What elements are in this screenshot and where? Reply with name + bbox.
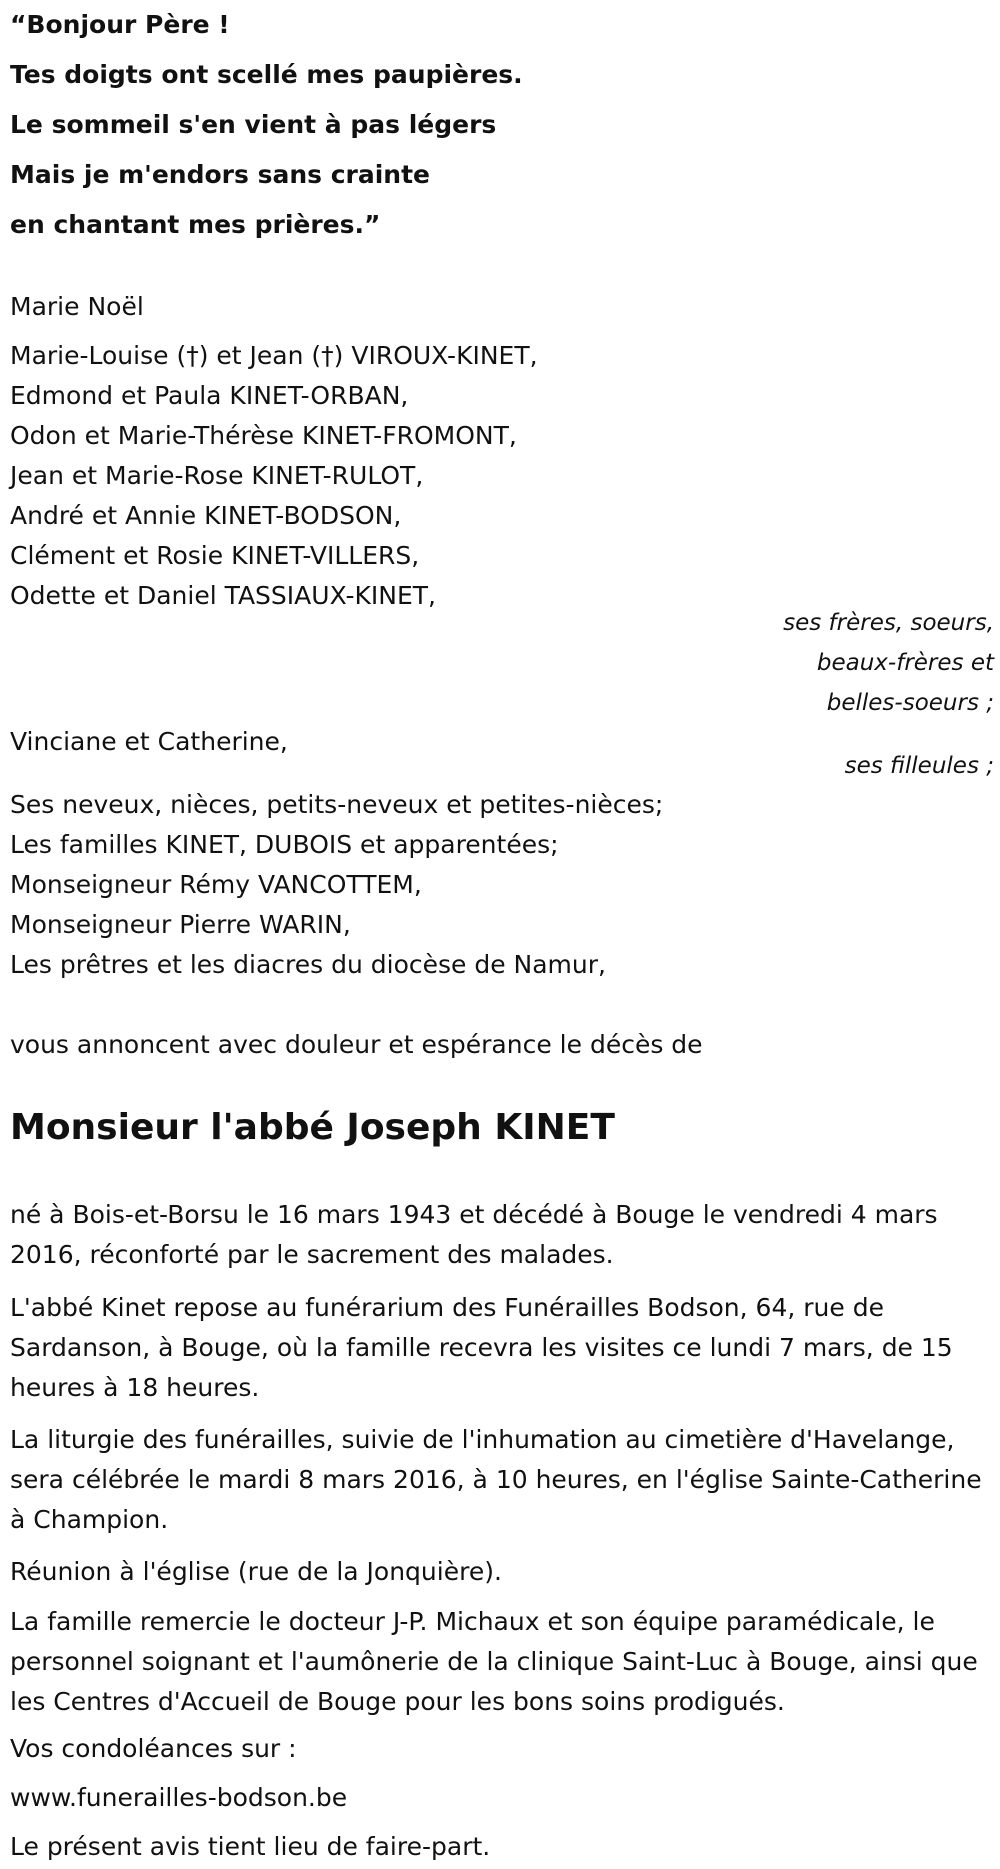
poem-line: en chantant mes prières.” — [10, 210, 381, 239]
meeting-paragraph: Réunion à l'église (rue de la Jonquière). — [10, 1557, 502, 1586]
condolences-label: Vos condoléances sur : — [10, 1734, 297, 1763]
siblings-role: beaux-frères et — [816, 650, 994, 676]
relatives-line: Monseigneur Rémy VANCOTTEM, — [10, 870, 422, 899]
sibling-line: Odon et Marie-Thérèse KINET-FROMONT, — [10, 421, 517, 450]
poem-line: Mais je m'endors sans crainte — [10, 160, 430, 189]
deceased-name: Monsieur l'abbé Joseph KINET — [10, 1107, 615, 1148]
poem-line: “Bonjour Père ! — [10, 10, 230, 39]
relatives-line: Les familles KINET, DUBOIS et apparentées; — [10, 830, 559, 859]
relatives-line: Les prêtres et les diacres du diocèse de Namur, — [10, 950, 606, 979]
birth-death-paragraph: né à Bois-et-Borsu le 16 mars 1943 et décédé à Bouge le vendredi 4 mars 2016, réconforté par le sacrement des malades. — [10, 1200, 938, 1269]
poem-author: Marie Noël — [10, 292, 144, 321]
thanks-paragraph: La famille remercie le docteur J-P. Michaux et son équipe paramédicale, le personnel soignant et l'aumônerie de la clinique Saint-Luc à Bouge, ainsi que les Centres d'Accueil de Bouge pour les bons soins prodigués. — [10, 1607, 978, 1716]
siblings-role: ses frères, soeurs, — [783, 610, 994, 636]
relatives-line: Ses neveux, nièces, petits-neveux et petites-nièces; — [10, 790, 664, 819]
goddaughters: Vinciane et Catherine, — [10, 727, 288, 756]
notice-text: Le présent avis tient lieu de faire-part. — [10, 1832, 491, 1861]
sibling-line: Marie-Louise (†) et Jean (†) VIROUX-KINET, — [10, 341, 538, 370]
announcement: vous annoncent avec douleur et espérance le décès de — [10, 1030, 703, 1059]
siblings-role: belles-soeurs ; — [826, 690, 994, 716]
poem-line: Tes doigts ont scellé mes paupières. — [10, 60, 523, 89]
goddaughters-role: ses filleules ; — [844, 753, 994, 779]
poem-line: Le sommeil s'en vient à pas légers — [10, 110, 497, 139]
sibling-line: Odette et Daniel TASSIAUX-KINET, — [10, 581, 436, 610]
website-link[interactable]: www.funerailles-bodson.be — [10, 1783, 348, 1812]
relatives-line: Monseigneur Pierre WARIN, — [10, 910, 351, 939]
sibling-line: Edmond et Paula KINET-ORBAN, — [10, 381, 409, 410]
liturgy-paragraph: La liturgie des funérailles, suivie de l'inhumation au cimetière d'Havelange, sera célébrée le mardi 8 mars 2016, à 10 heures, en l'église Sainte-Catherine à Champion. — [10, 1425, 982, 1534]
sibling-line: Clément et Rosie KINET-VILLERS, — [10, 541, 420, 570]
sibling-line: André et Annie KINET-BODSON, — [10, 501, 402, 530]
visitation-paragraph: L'abbé Kinet repose au funérarium des Funérailles Bodson, 64, rue de Sardanson, à Bouge, où la famille recevra les visites ce lundi 7 mars, de 15 heures à 18 heures. — [10, 1293, 953, 1402]
sibling-line: Jean et Marie-Rose KINET-RULOT, — [10, 461, 424, 490]
